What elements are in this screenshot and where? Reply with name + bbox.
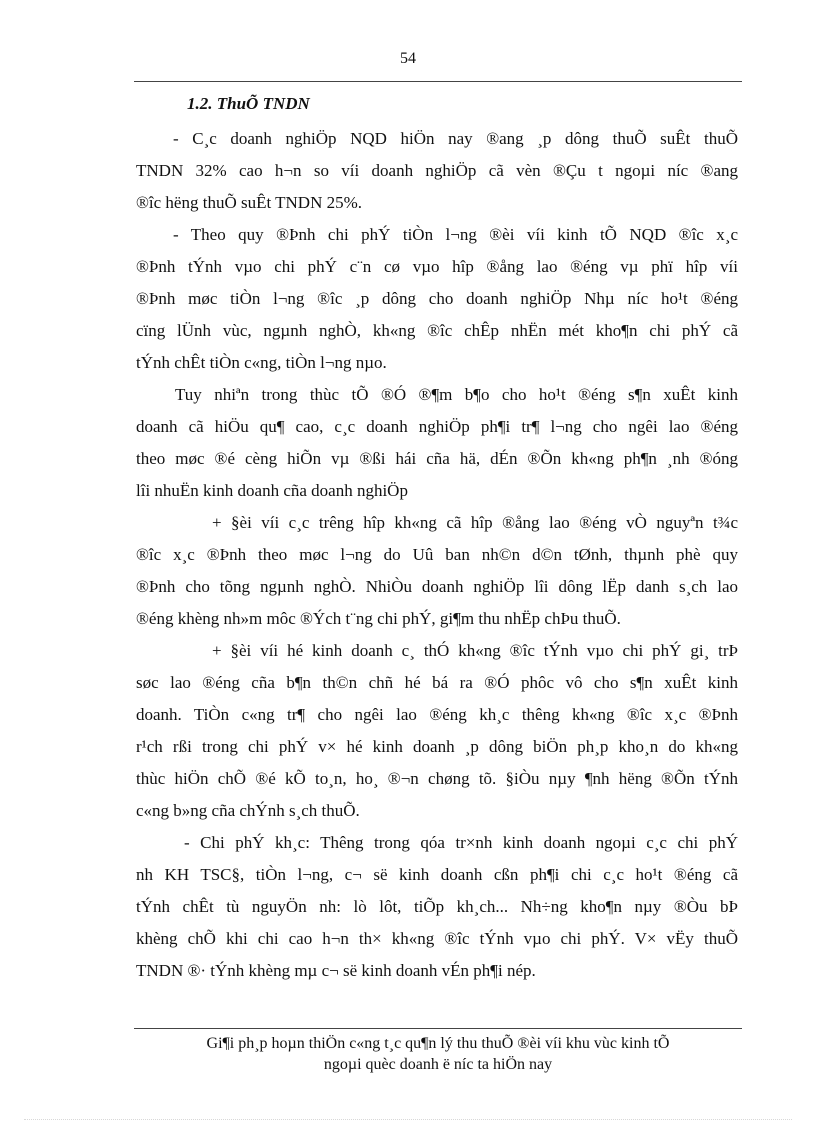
body-line: theo møc ®é cèng hiÕn vµ ®ßi hái cña hä, dÉn ®Õn kh«ng ph¶n ¸nh ®óng bbox=[136, 449, 738, 468]
body-line: ®Þnh tÝnh vµo chi phÝ c¨n cø vµo hîp ®ång lao ®éng vµ phï hîp víi bbox=[136, 257, 738, 276]
body-line: - C¸c doanh nghiÖp NQD hiÖn nay ®ang ¸p dông thuÕ suÊt thuÕ bbox=[173, 129, 738, 148]
body-line: + §èi víi hé kinh doanh c¸ thÓ kh«ng ®îc tÝnh vµo chi phÝ gi¸ trÞ bbox=[212, 641, 738, 660]
page-number: 54 bbox=[400, 50, 416, 67]
body-line: ®îc x¸c ®Þnh theo møc l¬ng do Uû ban nh©n d©n tØnh, thµnh phè quy bbox=[136, 545, 738, 564]
body-line: TNDN ®· tÝnh khèng mµ c¬ së kinh doanh vÉn ph¶i nép. bbox=[136, 961, 536, 980]
body-line: cïng lÜnh vùc, ngµnh nghÒ, kh«ng ®îc chÊp nhËn mét kho¶n chi phÝ cã bbox=[136, 321, 738, 340]
body-line: ®Þnh cho tõng ngµnh nghÒ. NhiÒu doanh nghiÖp lîi dông lËp danh s¸ch lao bbox=[136, 577, 738, 596]
body-line: thùc hiÖn chÕ ®é kÕ to¸n, ho¸ ®¬n chøng tõ. §iÒu nµy ¶nh hëng ®Õn tÝnh bbox=[136, 769, 738, 788]
body-line: c«ng b»ng cña chÝnh s¸ch thuÕ. bbox=[136, 801, 360, 820]
body-line: TNDN 32% cao h¬n so víi doanh nghiÖp cã vèn ®Çu t ngoµi níc ®ang bbox=[136, 161, 738, 180]
body-line: lîi nhuËn kinh doanh cña doanh nghiÖp bbox=[136, 481, 408, 500]
body-line: doanh. TiÒn c«ng tr¶ cho ngêi lao ®éng kh¸c thêng kh«ng ®îc x¸c ®Þnh bbox=[136, 705, 738, 724]
footer-divider bbox=[134, 1028, 742, 1029]
body-line: khèng chÕ khi chi cao h¬n th× kh«ng ®îc tÝnh vµo chi phÝ. V× vËy thuÕ bbox=[136, 929, 738, 948]
header-divider bbox=[134, 81, 742, 82]
body-line: Tuy nhiªn trong thùc tÕ ®Ó ®¶m b¶o cho ho¹t ®éng s¶n xuÊt kinh bbox=[175, 385, 738, 404]
body-line: tÝnh chÊt tiÒn c«ng, tiÒn l¬ng nµo. bbox=[136, 353, 387, 372]
body-line: doanh cã hiÖu qu¶ cao, c¸c doanh nghiÖp ph¶i tr¶ l¬ng cho ngêi lao ®éng bbox=[136, 417, 738, 436]
body-line: - Theo quy ®Þnh chi phÝ tiÒn l¬ng ®èi víi kinh tÕ NQD ®îc x¸c bbox=[173, 225, 738, 244]
body-line: - Chi phÝ kh¸c: Thêng trong qóa tr×nh kinh doanh ngoµi c¸c chi phÝ bbox=[184, 833, 738, 852]
section-heading: 1.2. ThuÕ TNDN bbox=[187, 94, 310, 113]
page-edge-dots bbox=[24, 1119, 792, 1120]
body-line: ®îc hëng thuÕ suÊt TNDN 25%. bbox=[136, 193, 363, 212]
body-line: søc lao ®éng cña b¶n th©n chñ hé bá ra ®Ó phôc vô cho s¶n xuÊt kinh bbox=[136, 673, 738, 692]
body-line: r¹ch rßi trong chi phÝ v× hé kinh doanh ¸p dông biÖn ph¸p kho¸n do kh«ng bbox=[136, 737, 738, 756]
body-line: ®Þnh møc tiÒn l¬ng ®îc ¸p dông cho doanh nghiÖp Nhµ níc ho¹t ®éng bbox=[136, 289, 738, 308]
body-line: ®éng khèng nh»m môc ®Ých t¨ng chi phÝ, gi¶m thu nhËp chÞu thuÕ. bbox=[136, 609, 621, 628]
footer-title-line-1: Gi¶i ph¸p hoµn thiÖn c«ng t¸c qu¶n lý thu thuÕ ®èi víi khu vùc kinh tÕ bbox=[206, 1035, 670, 1052]
body-line: + §èi víi c¸c trêng hîp kh«ng cã hîp ®ång lao ®éng vÒ nguyªn t¾c bbox=[212, 513, 738, 532]
body-line: nh KH TSC§, tiÒn l¬ng, c¬ së kinh doanh cßn ph¶i chi c¸c ho¹t ®éng cã bbox=[136, 865, 738, 884]
body-line: tÝnh chÊt tù nguyÖn nh: lò lôt, tiÕp kh¸ch... Nh÷ng kho¶n nµy ®Òu bÞ bbox=[136, 897, 738, 916]
footer-title-line-2: ngoµi quèc doanh ë níc ta hiÖn nay bbox=[323, 1056, 553, 1073]
